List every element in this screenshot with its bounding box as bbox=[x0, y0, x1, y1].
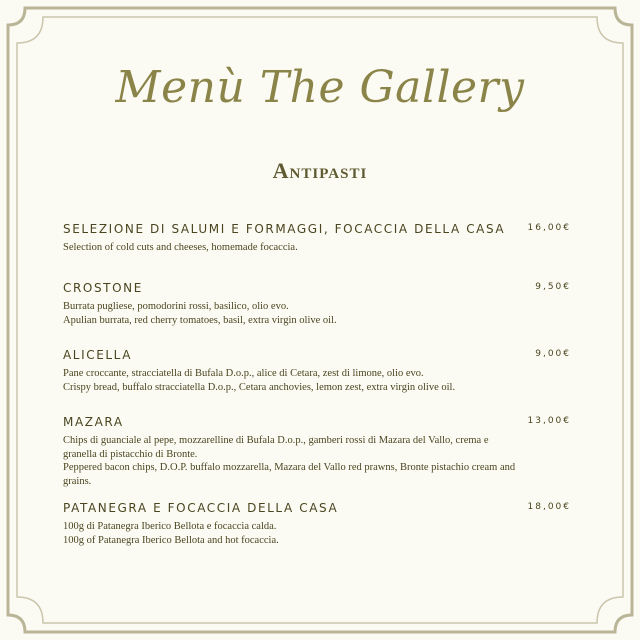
menu-item bbox=[63, 415, 573, 488]
item-name: CROSTONE bbox=[63, 281, 143, 295]
item-name: MAZARA bbox=[63, 415, 124, 429]
item-desc-line-it: Chips di guanciale al pepe, mozzarelline di Bufala D.o.p., gamberi rossi di Mazara del Vallo, crema e granella di pistacchio di Bronte. bbox=[63, 435, 489, 460]
item-name: SELEZIONE DI SALUMI E FORMAGGI, FOCACCIA DELLA CASA bbox=[63, 222, 506, 236]
item-description bbox=[63, 241, 513, 255]
item-desc-line-en: Apulian burrata, red cherry tomatoes, basil, extra virgin olive oil. bbox=[63, 314, 337, 326]
item-desc-line-en: Peppered bacon chips, D.O.P. buffalo mozzarella, Mazara del Vallo red prawns, Bronte pistachio cream and grains. bbox=[63, 462, 516, 487]
menu-item bbox=[63, 281, 573, 327]
item-price: 18,00€ bbox=[527, 502, 571, 512]
item-desc-line-it: Pane croccante, stracciatella di Bufala D.o.p., alice di Cetara, zest di limone, olio evo. bbox=[63, 368, 424, 379]
item-desc-line-it: Burrata pugliese, pomodorini rossi, basilico, olio evo. bbox=[63, 301, 289, 312]
item-name: ALICELLA bbox=[63, 348, 133, 362]
item-price: 16,00€ bbox=[527, 223, 571, 233]
menu-item bbox=[63, 501, 573, 547]
item-price: 9,50€ bbox=[535, 282, 571, 292]
item-description bbox=[63, 520, 513, 547]
section-title: Antipasti bbox=[272, 158, 368, 183]
menu-item bbox=[63, 222, 573, 255]
item-price: 9,00€ bbox=[535, 349, 571, 359]
item-name: PATANEGRA E FOCACCIA DELLA CASA bbox=[63, 501, 339, 515]
menu-title: Menù The Gallery bbox=[115, 62, 525, 113]
item-desc-line-en: 100g of Patanegra Iberico Bellota and hot focaccia. bbox=[63, 534, 279, 546]
item-price: 13,00€ bbox=[527, 416, 571, 426]
item-description bbox=[63, 434, 523, 488]
item-desc-line-it: 100g di Patanegra Iberico Bellota e focaccia calda. bbox=[63, 521, 277, 532]
item-desc-line-en: Crispy bread, buffalo stracciatella D.o.p., Cetara anchovies, lemon zest, extra virgin olive oil. bbox=[63, 381, 456, 393]
item-desc-line: Selection of cold cuts and cheeses, homemade focaccia. bbox=[63, 242, 298, 253]
item-description bbox=[63, 367, 533, 394]
item-description bbox=[63, 300, 513, 327]
menu-item bbox=[63, 348, 573, 394]
